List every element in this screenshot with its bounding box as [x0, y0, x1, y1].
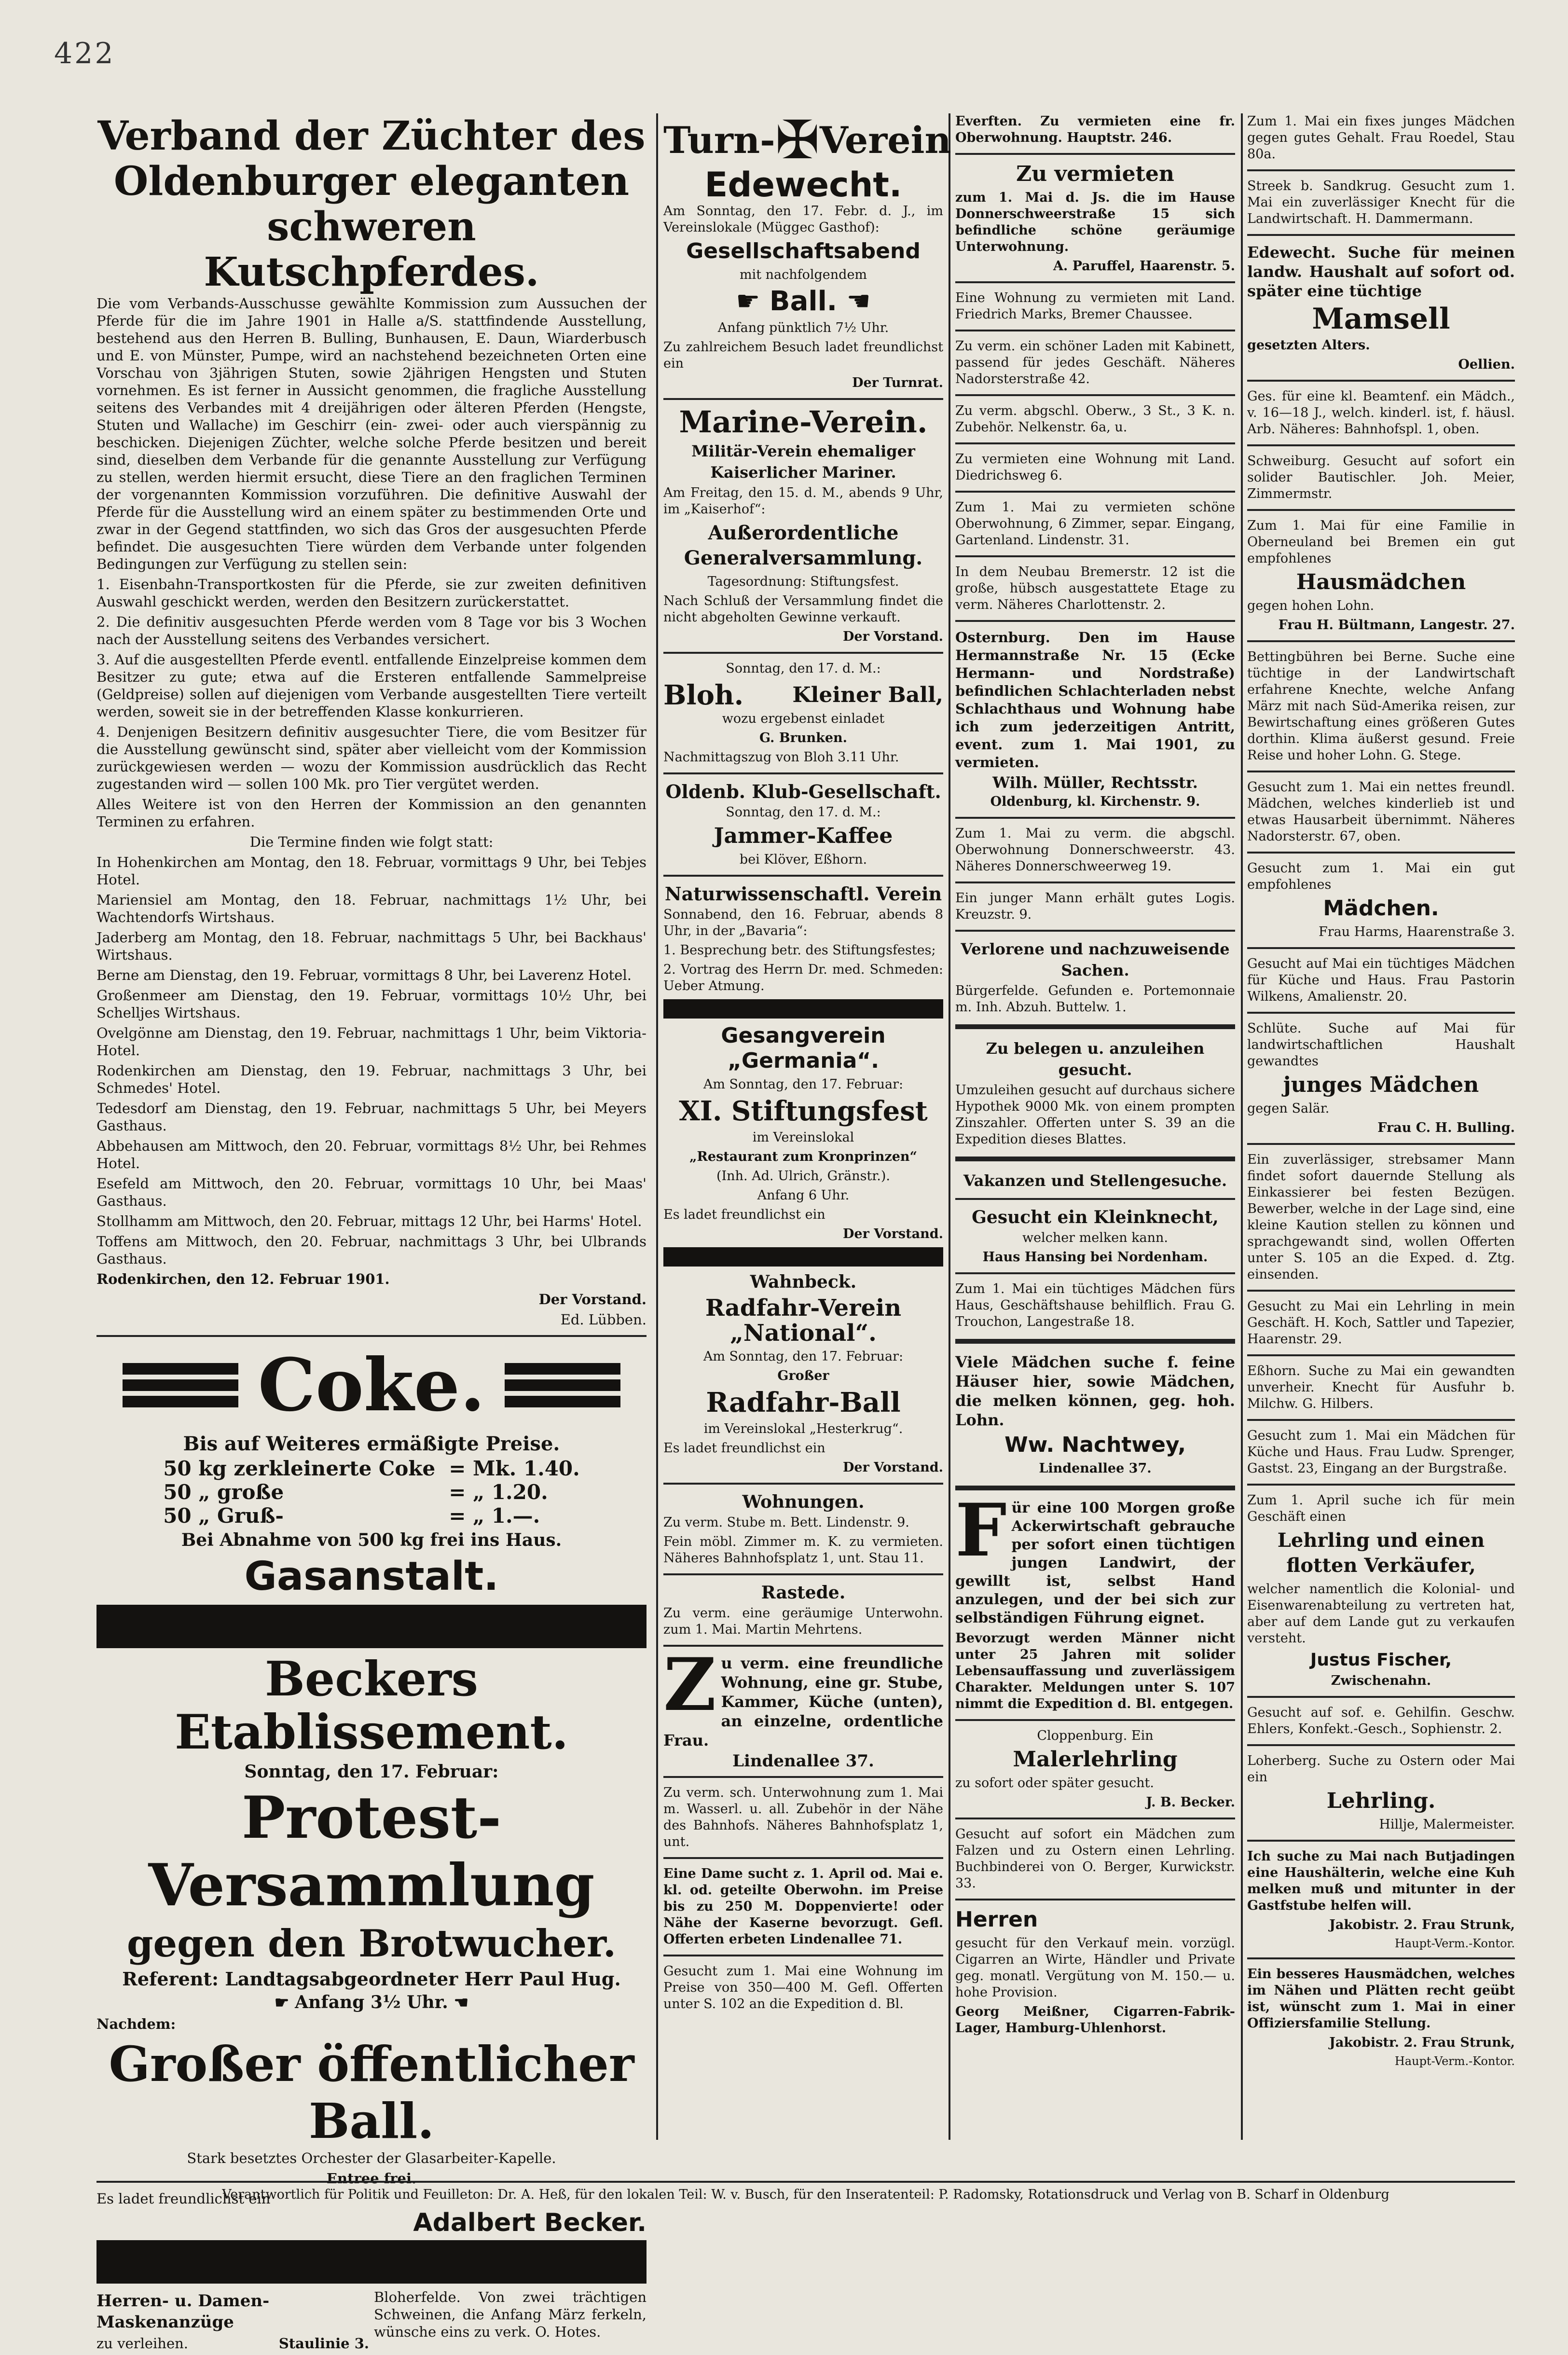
becker-ad — [96, 1653, 646, 2235]
zuverm-ad — [663, 1642, 943, 1750]
verband-condition: 2. Die definitiv ausgesuchten Pferde werden vom 8 Tage vor bis 3 Wochen nach der Ausstellung seitens des Verbandes versichert. — [96, 614, 646, 647]
divider — [1247, 640, 1515, 642]
wahnbeck-venue: im Vereinslokal „Hesterkrug“. — [703, 1421, 903, 1436]
maedchen-sign: Frau Harms, Haarenstraße 3. — [1319, 924, 1515, 939]
butjadingen-sign: Jakobistr. 2. Frau Strunk, — [1329, 1917, 1515, 1932]
divider — [955, 442, 1235, 444]
klub-place: bei Klöver, Eßhorn. — [739, 852, 867, 867]
turn-invite: Zu zahlreichem Besuch ladet freundlichst ein — [663, 340, 943, 371]
natur-title: Naturwissenschaftl. Verein — [664, 883, 942, 905]
pointing-hand-icon: ☚ — [448, 1993, 469, 2012]
hausmaedchen-text: Zum 1. Mai für eine Familie in Oberneuland bei Bremen ein gut empfohlenes — [1247, 518, 1515, 566]
classified: Zu vermieten eine Wohnung mit Land. Diedrichsweg 6. — [955, 452, 1235, 483]
pigs-ad — [374, 2288, 646, 2355]
classified: Gesucht zu Mai ein Lehrling in mein Geschäft. H. Koch, Sattler und Tapezier, Haarenstr. 29. — [1247, 1299, 1515, 1347]
marine-ad — [663, 404, 943, 645]
divider — [1247, 509, 1515, 511]
price-value: = Mk. 1.40. — [449, 1457, 580, 1480]
classified: Zu verm. eine geräumige Unterwohn. zum 1. Mai. Martin Mehrtens. — [663, 1606, 943, 1637]
becker-title: Beckers Etablissement. — [175, 1652, 568, 1760]
signature-name: Ed. Lübben. — [560, 1311, 646, 1328]
divider — [1247, 1696, 1515, 1698]
edewecht-sign: Oellien. — [1458, 357, 1515, 372]
divider — [955, 1818, 1235, 1819]
divider — [955, 930, 1235, 932]
verband-ad — [96, 113, 646, 1328]
cloppenburg-sub: zu sofort oder später gesucht. — [955, 1776, 1154, 1790]
germania-venue: „Restaurant zum Kronprinzen“ — [689, 1149, 918, 1164]
natur-ad — [663, 883, 943, 994]
divider — [1247, 1419, 1515, 1421]
germania-place: im Vereinslokal — [752, 1130, 854, 1145]
divider — [955, 153, 1235, 155]
edewecht-text: Edewecht. Suche für meinen landw. Haushalt auf sofort od. später eine tüchtige — [1247, 243, 1515, 300]
wahnbeck-sign: Der Vorstand. — [843, 1460, 943, 1475]
divider — [955, 555, 1235, 557]
imprint-footer: Verantwortlich für Politik und Feuilleton: Dr. A. Heß, für den lokalen Teil: W. v. Busch, für den Inseratenteil: P. Radomsky, Rotationsdruck und Verlag von B. Scharf in Oldenburg — [96, 2181, 1515, 2203]
classified: Everften. Zu vermieten eine fr. Oberwohnung. Hauptstr. 246. — [955, 114, 1235, 145]
offiziers-sub: Haupt-Verm.-Kontor. — [1394, 2054, 1515, 2068]
classified: Zu verm. abgschl. Oberw., 3 St., 3 K. n. Zubehör. Nelkenstr. 6a, u. — [955, 403, 1235, 435]
osternburg-addr: Oldenburg, kl. Kirchenstr. 9. — [990, 794, 1200, 809]
natur-item: 2. Vortrag des Herrn Dr. med. Schmeden: Ueber Atmung. — [663, 962, 943, 993]
decorative-bars — [123, 1363, 238, 1407]
protest-sub: gegen den Brotwucher. — [126, 1922, 617, 1966]
term: In Hohenkirchen am Montag, den 18. Februar, vormittags 9 Uhr, bei Tebjes Hotel. — [96, 854, 646, 888]
schluete-sign: Frau C. H. Bulling. — [1377, 1120, 1515, 1135]
wahnbeck-ad — [663, 1271, 943, 1476]
divider — [1247, 380, 1515, 382]
zuverm-text: u verm. eine freundliche Wohnung, eine gr. Stube, Kammer, Küche (unten), an einzelne, ordentliche Frau. — [663, 1654, 943, 1749]
classified: Ein junger Mann erhält gutes Logis. Kreuzstr. 9. — [955, 891, 1235, 922]
lehrling-place: Zwischenahn. — [1331, 1673, 1431, 1688]
term: Berne am Dienstag, den 19. Februar, vormittags 8 Uhr, bei Laverenz Hotel. — [96, 967, 632, 983]
turnverein-ad — [663, 109, 951, 391]
natur-text: Sonnabend, den 16. Februar, abends 8 Uhr, in der „Bavaria“: — [663, 907, 943, 938]
classified: Zum 1. Mai ein fixes junges Mädchen gegen gutes Gehalt. Frau Roedel, Stau 80a. — [1247, 114, 1515, 162]
lehrling-title: Lehrling und einen flotten Verkäufer, — [1277, 1529, 1485, 1577]
entry: Entree frei. — [326, 2170, 417, 2187]
germania-sign: Der Vorstand. — [843, 1226, 943, 1241]
term: Tedesdorf am Dienstag, den 19. Februar, nachmittags 5 Uhr, bei Meyers Gasthaus. — [96, 1100, 646, 1134]
divider — [955, 491, 1235, 493]
nachtwey-name: Ww. Nachtwey, — [1004, 1432, 1186, 1457]
becker-sign: Adalbert Becker. — [413, 2208, 646, 2237]
classified: Eßhorn. Suche zu Mai ein gewandten unverheir. Knecht für Ausfuhr b. Milchw. G. Hilbers. — [1247, 1363, 1515, 1411]
cloppenburg-title: Malerlehrling — [1013, 1747, 1178, 1772]
term: Jaderberg am Montag, den 18. Februar, nachmittags 5 Uhr, bei Backhaus' Wirtshaus. — [96, 929, 646, 963]
germania-invite: Es ladet freundlichst ein — [663, 1207, 825, 1222]
klub-title: Oldenb. Klub-Gesellschaft. — [665, 781, 941, 802]
term: Mariensiel am Montag, den 18. Februar, nachmittags 1½ Uhr, bei Wachtendorfs Wirtshaus. — [96, 892, 646, 925]
coke-note: Bei Abnahme von 500 kg frei ins Haus. — [181, 1530, 562, 1550]
zuverm-text: zum 1. Mai d. Js. die im Hause Donnerschweerstraße 15 sich befindliche schöne geräumige Unterwohnung. — [955, 190, 1235, 254]
cloppenburg-sign: J. B. Becker. — [1146, 1795, 1235, 1810]
coke-title: Coke. — [258, 1343, 485, 1428]
marine-sub: Militär-Verein ehemaliger Kaiserlicher Mariner. — [691, 442, 915, 482]
classified: Ein zuverlässiger, strebsamer Mann findet sofort dauernde Stellung als Einkassierer bei festen Bezügen. Bewerber, welche in der Lage sind, eine kleine Kaution stellen zu können und sprachgewandt sind, wollen Offerten unter S. 105 an die Exped. d. Ztg. einsenden. — [1247, 1152, 1515, 1282]
turn-right: Verein — [819, 118, 951, 162]
column-rule — [656, 113, 658, 2140]
divider — [96, 1335, 646, 1337]
cloppenburg-text: Cloppenburg. Ein — [1037, 1728, 1154, 1743]
zuverm-sign: A. Paruffel, Haarenstr. 5. — [1053, 259, 1235, 274]
divider — [955, 620, 1235, 622]
divider — [955, 281, 1235, 283]
black-rule — [663, 1247, 943, 1267]
divider — [1247, 169, 1515, 171]
verband-condition: 4. Denjenigen Besitzern definitiv ausgesuchter Tiere, die vom Besitzer für die Ausstellung gewünscht sind, später aber vielleicht vom der Kommission zurückgewiesen werden — wozu der Kommission ausdrücklich das Recht zugestanden wird — sollen 100 Mk. pro Tier vergütet werden. — [96, 724, 646, 792]
music: Stark besetztes Orchester der Glasarbeiter-Kapelle. — [187, 2150, 556, 2166]
classified: Zu verm. sch. Unterwohnung zum 1. Mai m. Wasserl. u. all. Zubehör in der Nähe des Bahnhofs. Näheres Bahnhofsplatz 1, unt. — [663, 1785, 943, 1849]
belegen-title: Zu belegen u. anzuleihen gesucht. — [986, 1039, 1205, 1079]
hausmaedchen-sub: gegen hohen Lohn. — [1247, 598, 1375, 613]
divider — [955, 1719, 1235, 1721]
divider — [1247, 1012, 1515, 1014]
divider — [1247, 1290, 1515, 1292]
divider — [663, 1857, 943, 1859]
wahnbeck-big: Großer — [777, 1368, 829, 1383]
osternburg-text: Osternburg. Den im Hause Hermannstraße Nr. 15 (Ecke Hermann- und Nordstraße) befindlichen Schlachterladen nebst Schlachthaus und Wohnung habe ich zum jederzeitigen Antritt, event. zum 1. Mai 1901, zu vermieten. — [955, 629, 1235, 771]
referent: Referent: Landtagsabgeordneter Herr Paul Hug. — [122, 1968, 621, 1990]
wahnbeck-date: Am Sonntag, den 17. Februar: — [703, 1349, 904, 1364]
marine-title: Marine-Verein. — [679, 404, 928, 440]
divider — [663, 1483, 943, 1485]
lehrling-sub: welcher namentlich die Kolonial- und Eisenwarenabteilung zu vertreten hat, aber auf dem Lande gut zu verkaufen versteht. — [1247, 1582, 1515, 1646]
turn-start: Anfang pünktlich 7½ Uhr. — [717, 320, 889, 335]
divider — [955, 817, 1235, 819]
masks-title: Herren- u. Damen-Maskenanzüge — [96, 2291, 270, 2332]
classified: Zu verm. Stube m. Bett. Lindenstr. 9. — [663, 1515, 909, 1530]
bloh-date: Sonntag, den 17. d. M.: — [726, 661, 881, 676]
schluete-text: Schlüte. Suche auf Mai für landwirtschaftlichen Haushalt gewandtes — [1247, 1021, 1515, 1069]
herren-sign: Georg Meißner, Cigarren-Fabrik-Lager, Hamburg-Uhlenhorst. — [955, 2004, 1235, 2036]
term: Ovelgönne am Dienstag, den 19. Februar, nachmittags 1 Uhr, beim Viktoria-Hotel. — [96, 1025, 646, 1059]
zuverm-title: Zu vermieten — [1016, 162, 1174, 186]
invite: Es ladet freundlichst ein — [96, 2190, 271, 2207]
divider — [955, 881, 1235, 883]
classified: Zum 1. Mai zu vermieten schöne Oberwohnung, 6 Zimmer, separ. Eingang, Gartenland. Lindenstr. 31. — [955, 500, 1235, 548]
classified: Streek b. Sandkrug. Gesucht zum 1. Mai ein zuverlässiger Knecht für die Landwirtschaft. H. Dammermann. — [1247, 179, 1515, 226]
divider — [1247, 771, 1515, 772]
black-rule — [663, 999, 943, 1019]
germania-title: Gesangverein „Germania“. — [721, 1023, 886, 1073]
classified: Gesucht zum 1. Mai ein Mädchen für Küche und Haus. Frau Ludw. Sprenger, Gastst. 23, Eingang an der Burgstraße. — [1247, 1428, 1515, 1476]
marine-agenda: Tagesordnung: Stiftungsfest. — [707, 574, 899, 589]
wahnbeck-event: Radfahr-Ball — [706, 1387, 901, 1419]
pointing-hand-icon: ☛ — [274, 1993, 295, 2012]
column-4 — [1247, 113, 1515, 2138]
classified: Bürgerfelde. Gefunden e. Portemonnaie m. Inh. Abzuh. Buttelw. 1. — [955, 983, 1235, 1015]
classified: Gesucht zum 1. Mai ein nettes freundl. Mädchen, welches kinderlieb ist und etwas Hausarbeit übernimmt. Näheres Nadorsterstr. 67, oben. — [1247, 780, 1515, 844]
acker-text — [955, 1488, 1235, 1627]
divider — [955, 1157, 1235, 1161]
divider — [955, 394, 1235, 396]
wahnbeck-title: Radfahr-Verein „National“. — [705, 1295, 902, 1347]
classified: Eine Dame sucht z. 1. April od. Mai e. kl. od. geteilte Oberwohn. im Preise bis zu 250 M. Doppenvierte! oder Nähe der Kaserne bevorzugt. Gefl. Offerten erbeten Lindenallee 71. — [663, 1866, 943, 1947]
wahnbeck-place: Wahnbeck. — [750, 1272, 857, 1292]
marine-sign: Der Vorstand. — [843, 629, 943, 644]
bloh-name: Bloh. — [663, 679, 744, 711]
black-rule — [96, 1605, 646, 1648]
divider — [955, 1272, 1235, 1274]
price-row — [156, 1457, 587, 1480]
schluete-title: junges Mädchen — [1283, 1073, 1479, 1097]
term: Rodenkirchen am Dienstag, den 19. Februar, nachmittags 3 Uhr, bei Schmedes' Hotel. — [96, 1062, 646, 1096]
pointing-hand-icon: ☚ — [837, 286, 871, 317]
verband-more: Alles Weitere ist von den Herren der Kommission an den genannten Terminen zu erfahren. — [96, 796, 646, 830]
price-row — [156, 1480, 587, 1504]
term: Großenmeer am Dienstag, den 19. Februar, vormittags 10½ Uhr, bei Schelljes Wirtshaus. — [96, 987, 646, 1021]
divider — [1247, 1354, 1515, 1356]
hausmaedchen-title: Hausmädchen — [1296, 570, 1466, 594]
classified: Eine Wohnung zu vermieten mit Land. Friedrich Marks, Bremer Chaussee. — [955, 290, 1235, 322]
germania-owner: (Inh. Ad. Ulrich, Gränstr.). — [716, 1169, 890, 1184]
column-rule — [949, 113, 950, 2140]
column-2 — [663, 109, 951, 2138]
classified: Gesucht auf sofort ein Mädchen zum Falzen und zu Ostern einen Lehrling. Buchbinderei von O. Berger, Kurwickstr. 33. — [955, 1827, 1235, 1891]
verband-condition: 3. Auf die ausgestellten Pferde eventl. entfallende Einzelpreise kommen dem Besitzer zu gute; etwa auf die Ersteren entfallende Sammelpreise (Geldpreise) sollen auf diejenigen vom Verbande ausgestellten Tiere verteilt werden, soweit sie in der betreffenden Klasse konkurrieren. — [96, 651, 646, 720]
price-table — [156, 1457, 587, 1528]
divider — [955, 1339, 1235, 1344]
vakanzen-title: Vakanzen und Stellengesuche. — [963, 1171, 1227, 1190]
turn-sign: Der Turnrat. — [852, 375, 943, 390]
term: Toffens am Mittwoch, den 20. Februar, nachmittags 3 Uhr, bei Ulbrands Gasthaus. — [96, 1233, 646, 1267]
classified: Bettingbühren bei Berne. Suche eine tüchtige in der Landwirtschaft erfahrene Knechte, welche Anfang März mit nach Süd-Amerika reisen, zur Bewirtschaftung eines größeren Gutes dorthin. Klima äußerst gesund. Freie Reise und hoher Lohn. G. Stege. — [1247, 649, 1515, 763]
turn-ball — [663, 286, 943, 317]
turn-event: Gesellschaftsabend — [686, 239, 921, 263]
marine-text: Am Freitag, den 15. d. M., abends 9 Uhr, im „Kaiserhof“: — [663, 485, 943, 517]
turn-with: mit nachfolgendem — [739, 267, 867, 282]
bloh-note: Nachmittagszug von Bloh 3.11 Uhr. — [663, 750, 899, 765]
wohnungen-section — [663, 1491, 943, 2012]
initial-letter: Z — [663, 1642, 716, 1727]
classified: Fein möbl. Zimmer m. K. zu vermieten. Näheres Bahnhofsplatz 1, unt. Stau 11. — [663, 1534, 943, 1566]
classified: Gesucht auf Mai ein tüchtiges Mädchen für Küche und Haus. Frau Pastorin Wilkens, Amalienstr. 20. — [1247, 956, 1515, 1004]
divider — [1247, 234, 1515, 236]
germania-start: Anfang 6 Uhr. — [757, 1188, 850, 1203]
pigs-text: Bloherfelde. Von zwei trächtigen Schweinen, die Anfang März ferkeln, wünsche eins zu verk. O. Hotes. — [374, 2289, 646, 2340]
divider — [663, 1955, 943, 1956]
wohnungen-title: Wohnungen. — [742, 1492, 865, 1512]
initial-letter: F — [955, 1488, 1007, 1573]
butjadingen-text: Ich suche zu Mai nach Butjadingen eine Haushälterin, welche eine Kuh melken muß und mitunter in der Gastfstube helfen will. — [1247, 1849, 1515, 1913]
butjadingen-sub: Haupt-Verm.-Kontor. — [1394, 1937, 1515, 1950]
germania-event: XI. Stiftungsfest — [679, 1095, 928, 1127]
schluete-sub: gegen Salär. — [1247, 1101, 1330, 1116]
bloh-ad — [663, 661, 943, 766]
divider — [1247, 1143, 1515, 1145]
lehrling-sign: Justus Fischer, — [1310, 1650, 1452, 1670]
divider — [1247, 1484, 1515, 1486]
turner-cross-icon: ✠ — [775, 109, 820, 171]
divider — [663, 1573, 943, 1575]
klub-event: Jammer-Kaffee — [714, 824, 893, 848]
classified: Umzuleihen gesucht auf durchaus sichere Hypothek 9000 Mk. von einem prompten Zinszahler. Offerten unter S. 39 an die Expedition dieses Blattes. — [955, 1083, 1235, 1147]
bloh-sign: G. Brunken. — [759, 730, 848, 745]
masks-sub: zu verleihen. — [96, 2335, 189, 2352]
maedchen-text: Gesucht zum 1. Mai ein gut empfohlenes — [1247, 861, 1515, 892]
price-row — [156, 1504, 587, 1528]
decorative-bars — [505, 1363, 620, 1407]
column-3 — [955, 113, 1235, 2138]
germania-date: Am Sonntag, den 17. Februar: — [703, 1077, 904, 1092]
lehrling-text: Zum 1. April suche ich für mein Geschäft einen — [1247, 1493, 1515, 1524]
bloh-invite: wozu ergebenst einladet — [722, 711, 885, 726]
loherberg-title: Lehrling. — [1326, 1789, 1436, 1813]
hausmaedchen-sign: Frau H. Bültmann, Langestr. 27. — [1278, 618, 1515, 633]
acker-text2: Bevorzugt werden Männer nicht unter 25 Jahren mit solider Lebensauffassung und zuverlässigem Charakter. Meldungen unter S. 107 nimmt die Expedition d. Bl. entgegen. — [955, 1631, 1235, 1711]
nachtwey-addr: Lindenallee 37. — [1039, 1461, 1152, 1476]
coke-sign: Gasanstalt. — [244, 1554, 499, 1599]
nachtwey-text: Viele Mädchen suche f. feine Häuser hier, sowie Mädchen, die melken können, geg. hoh. Lohn. — [955, 1353, 1235, 1429]
masks-addr: Staulinie 3. — [278, 2335, 369, 2352]
classified: Zum 1. Mai ein tüchtiges Mädchen fürs Haus, Geschäftshause behilflich. Frau G. Trouchon, Langestraße 18. — [955, 1281, 1235, 1329]
verband-title: Verband der Züchter des Oldenburger eleganten schweren Kutschpferdes. — [97, 113, 646, 295]
divider — [955, 1198, 1235, 1200]
divider — [663, 772, 943, 774]
offiziers-sign: Jakobistr. 2. Frau Strunk, — [1329, 2035, 1515, 2050]
classified: Zu verm. ein schöner Laden mit Kabinett, passend für jedes Geschäft. Näheres Nadorsterstraße 42. — [955, 339, 1235, 386]
herren-text: gesucht für den Verkauf mein. vorzügl. Cigarren an Wirte, Händler und Private geg. monatl. Vergütung von M. 150.— u. hohe Provision. — [955, 1936, 1235, 2000]
verband-intro: Die vom Verbands-Ausschusse gewählte Kommission zum Aussuchen der Pferde für die im Jahre 1901 in Halle a/S. stattfindende Ausstellung, bestehend aus den Herren B. Bulling, Bunhausen, E. Daun, Wiarderbusch und E. von Münster, Pumpe, wird an nachstehend bezeichneten Orten eine Vorschau von 3jährigen Stuten, sowie 2jährigen Hengsten und Stuten vornehmen. Es ist ferner in Aussicht genommen, die fragliche Ausstellung seitens des Verbandes mit 4 dreijährigen oder älteren Pferden (Hengste, Stuten und Wallache) im Geschirr (ein- zwei- oder auch vierspännig zu beschicken. Diejenigen Züchter, welche solche Pferde besitzen und bereit sind, dieselben dem Verbande für die genannte Ausstellung zur Verfügung zu stellen, werden hiermit ersucht, diese Tiere an den fraglichen Terminen der vorgenannten Kommission vorzuführen. Die definitive Auswahl der Pferde für die Ausstellung wird an einem später zu bestimmenden Orte und zwar in der Gegend stattfinden, wo sich das Gros der ausgesuchten Pferde befindet. Die ausgesuchten Tiere würden dem Verbande unter folgenden Bedingungen zur Verfügung zu stellen sein: — [96, 295, 646, 572]
klub-date: Sonntag, den 17. d. M.: — [726, 805, 881, 820]
verband-condition: 1. Eisenbahn-Transportkosten für die Pferde, sie zur zweiten definitiven Auswahl geschickt werden, werden den Besitzern zurückerstattet. — [96, 576, 646, 610]
offiziers-text: Ein besseres Hausmädchen, welches im Nähen und Plätten recht geübt ist, wünscht zum 1. Mai in einer Offiziersfamilie Stellung. — [1247, 1967, 1515, 2031]
turn-place: Edewecht. — [704, 165, 902, 205]
divider — [955, 1024, 1235, 1029]
divider — [1247, 1744, 1515, 1746]
masks-ad — [96, 2288, 369, 2355]
kleinknecht-title: Gesucht ein Kleinknecht, — [972, 1207, 1219, 1227]
loherberg-sign: Hillje, Malermeister. — [1379, 1817, 1515, 1832]
becker-date: Sonntag, den 17. Februar: — [244, 1762, 499, 1782]
natur-item: 1. Besprechung betr. des Stiftungsfestes; — [663, 943, 936, 958]
divider — [663, 398, 943, 400]
wahnbeck-invite: Es ladet freundlichst ein — [663, 1441, 825, 1456]
start-label: Anfang 3½ Uhr. — [295, 1992, 448, 2012]
osternburg-sign: Wilh. Müller, Rechtsstr. — [992, 773, 1198, 792]
divider — [1247, 444, 1515, 446]
divider — [1247, 852, 1515, 854]
classified: Gesucht zum 1. Mai eine Wohnung im Preise von 350—400 M. Gefl. Offerten unter S. 102 an die Expedition d. Bl. — [663, 1964, 943, 2011]
ball-title: Großer öffentlicher Ball. — [109, 2036, 634, 2149]
price-value: = „ 1.20. — [449, 1480, 548, 1504]
classified: In dem Neubau Bremerstr. 12 ist die große, hübsch ausgestattete Etage zu verm. Näheres Charlottenstr. 2. — [955, 565, 1235, 612]
turn-text: Am Sonntag, den 17. Febr. d. J., im Vereinslokale (Müggeс Gasthof): — [663, 204, 943, 235]
divider — [663, 875, 943, 877]
pointing-hand-icon: ☛ — [736, 286, 770, 317]
price-item: 50 kg zerkleinerte Coke — [163, 1457, 436, 1480]
marine-event: Außerordentliche Generalversammlung. — [684, 522, 923, 569]
germania-ad — [663, 1023, 943, 1242]
classified: Gesucht auf sof. e. Gehilfin. Geschw. Ehlers, Konfekt.-Gesch., Sophienstr. 2. — [1247, 1705, 1515, 1736]
divider — [1247, 1957, 1515, 1959]
price-item: 50 „ große — [163, 1480, 284, 1504]
signature: Der Vorstand. — [538, 1291, 646, 1308]
edewecht-title: Mamsell — [1312, 302, 1450, 336]
divider — [663, 652, 943, 654]
after-label: Nachdem: — [96, 2016, 176, 2032]
start-time — [96, 1992, 646, 2013]
price-value: = „ 1.—. — [449, 1504, 540, 1528]
classified: Ges. für eine kl. Beamtenf. ein Mädch., v. 16—18 J., welch. kinderl. ist, f. häusl. Arb. Näheres: Bahnhofspl. 1, oben. — [1247, 389, 1515, 437]
acker-body: ür eine 100 Morgen große Ackerwirtschaft gebrauche per sofort einen tüchtigen jungen Landwirt, der gewillt ist, selbst Hand anzulegen, und der bei sich zur selbständigen Führung eignet. — [955, 1500, 1235, 1626]
divider — [955, 1899, 1235, 1901]
divider — [663, 1776, 943, 1778]
place-date: Rodenkirchen, den 12. Februar 1901. — [96, 1271, 390, 1287]
protest-headline: Protest-Versammlung — [148, 1784, 595, 1919]
kleinknecht-sign: Haus Hansing bei Nordenham. — [982, 1250, 1208, 1265]
term: Esefeld am Mittwoch, den 20. Februar, vormittags 10 Uhr, bei Maas' Gasthaus. — [96, 1175, 646, 1209]
term: Stollhamm am Mittwoch, den 20. Februar, mittags 12 Uhr, bei Harms' Hotel. — [96, 1213, 642, 1229]
maedchen-title: Mädchen. — [1323, 896, 1439, 921]
herren-title: Herren — [955, 1907, 1038, 1932]
coke-ad — [96, 1343, 646, 1600]
turn-left: Turn- — [663, 118, 775, 162]
divider — [1247, 1840, 1515, 1842]
edewecht-sub: gesetzten Alters. — [1247, 338, 1370, 353]
terms-heading: Die Termine finden wie folgt statt: — [249, 834, 494, 850]
verloren-title: Verlorene und nachzuweisende Sachen. — [961, 940, 1230, 979]
term: Abbehausen am Mittwoch, den 20. Februar, vormittags 8½ Uhr, bei Rehmes Hotel. — [96, 1138, 646, 1171]
page-number: 422 — [54, 37, 115, 70]
coke-line: Bis auf Weiteres ermäßigte Preise. — [183, 1432, 560, 1455]
column-rule — [1241, 113, 1243, 2140]
classified: Schweiburg. Gesucht auf sofort ein solider Bautischler. Joh. Meier, Zimmermstr. — [1247, 454, 1515, 501]
bloh-event: Kleiner Ball, — [792, 683, 943, 707]
divider — [955, 330, 1235, 331]
classified: Zum 1. Mai zu verm. die abgschl. Oberwohnung Donnerschweerstr. 43. Näheres Donnerschweerweg 19. — [955, 826, 1235, 874]
kleinknecht-text: welcher melken kann. — [1022, 1230, 1169, 1245]
zuverm-addr: Lindenallee 37. — [732, 1751, 874, 1771]
marine-note: Nach Schluß der Versammlung findet die nicht abgeholten Gewinne verkauft. — [663, 593, 943, 625]
bottom-ads — [96, 2288, 646, 2355]
black-rule — [96, 2240, 646, 2284]
column-1 — [96, 113, 646, 2352]
klub-ad — [663, 781, 943, 868]
loherberg-text: Loherberg. Suche zu Ostern oder Mai ein — [1247, 1753, 1515, 1785]
rastede-title: Rastede. — [761, 1583, 846, 1603]
price-item: 50 „ Gruß- — [163, 1504, 284, 1528]
divider — [1247, 947, 1515, 949]
turn-ball-label: Ball. — [769, 286, 838, 317]
